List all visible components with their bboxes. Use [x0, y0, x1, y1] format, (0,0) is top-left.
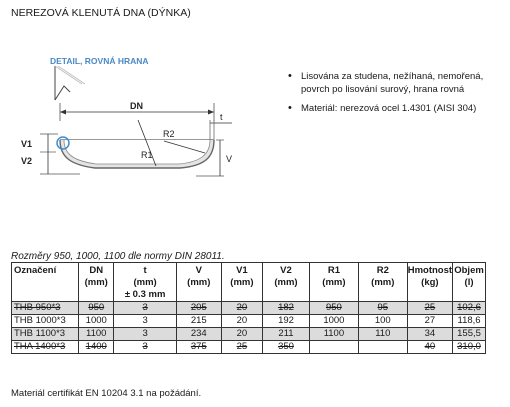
detail-label: DETAIL, ROVNÁ HRANA [50, 56, 149, 66]
table-row [12, 315, 486, 328]
table-cell: 192 [263, 315, 310, 328]
feature-list [286, 70, 501, 121]
spec-table [11, 262, 486, 354]
table-cell: 211 [263, 328, 310, 341]
table-cell: 27 [407, 315, 452, 328]
feature-text: Materiál: nerezová ocel 1.4301 (AISI 304) [301, 103, 477, 114]
table-row [12, 328, 486, 341]
table-cell: 118,6 [453, 315, 486, 328]
table-cell: 1100 [79, 328, 114, 341]
table-cell: 950 [79, 302, 114, 315]
table-cell: 182 [263, 302, 310, 315]
table-cell: 25 [407, 302, 452, 315]
table-cell: 1000 [79, 315, 114, 328]
table-cell: 40 [407, 341, 452, 354]
detail-inset [55, 66, 85, 100]
table-cell: 20 [221, 315, 262, 328]
col-header-oznaceni: Označení [12, 263, 79, 302]
certificate-note: Materiál certifikát EN 10204 3.1 na požádání. [11, 388, 202, 399]
table-cell: 20 [221, 302, 262, 315]
table-cell: 95 [358, 302, 407, 315]
col-header-r1: R1 (mm) [309, 263, 358, 302]
table-cell: 110 [358, 328, 407, 341]
feature-text: Lisována za studena, nežíhaná, nemořená, povrch po lisování surový, hrana rovná [301, 71, 484, 95]
table-cell: 20 [221, 328, 262, 341]
table-header-row [12, 263, 486, 302]
table-cell: 310,0 [453, 341, 486, 354]
table-cell: 234 [176, 328, 221, 341]
table-cell: 1400 [79, 341, 114, 354]
table-cell: 100 [358, 315, 407, 328]
bullet-icon: • [288, 70, 292, 82]
table-cell: 1000 [309, 315, 358, 328]
v1-label: V1 [21, 139, 33, 149]
table-cell: 3 [114, 302, 176, 315]
col-header-v1: V1 (mm) [221, 263, 262, 302]
table-cell: THB 1000*3 [12, 315, 79, 328]
r1-label: R1 [141, 150, 153, 160]
table-cell: 205 [176, 302, 221, 315]
table-row [12, 341, 486, 354]
table-cell: 25 [221, 341, 262, 354]
col-header-v: V (mm) [176, 263, 221, 302]
v2-label: V2 [21, 156, 33, 166]
table-cell: 3 [114, 328, 176, 341]
norm-note: Rozměry 950, 1000, 1100 dle normy DIN 28011. [11, 251, 225, 262]
spec-table-body [12, 302, 486, 354]
table-cell: THB 1100*3 [12, 328, 79, 341]
col-header-v2: V2 (mm) [263, 263, 310, 302]
feature-item [286, 102, 501, 115]
table-cell: 3 [114, 341, 176, 354]
table-cell: 34 [407, 328, 452, 341]
table-cell: THA 1400*3 [12, 341, 79, 354]
table-cell: 375 [176, 341, 221, 354]
v-label: V [226, 154, 233, 164]
table-cell [309, 341, 358, 354]
table-row [12, 302, 486, 315]
table-cell: 950 [309, 302, 358, 315]
table-cell: 3 [114, 315, 176, 328]
col-header-r2: R2 (mm) [358, 263, 407, 302]
col-header-objem: Objem (l) [453, 263, 486, 302]
page-title: NEREZOVÁ KLENUTÁ DNA (DÝNKA) [11, 7, 191, 19]
t-label: t [220, 112, 223, 122]
r2-label: R2 [163, 129, 175, 139]
table-cell: 350 [263, 341, 310, 354]
table-cell [358, 341, 407, 354]
col-header-dn: DN (mm) [79, 263, 114, 302]
bullet-icon: • [288, 102, 292, 114]
table-cell: 102,6 [453, 302, 486, 315]
table-cell: 215 [176, 315, 221, 328]
feature-item [286, 70, 501, 96]
dished-head-drawing [0, 0, 280, 245]
col-header-t: t (mm) ± 0.3 mm [114, 263, 176, 302]
dn-label: DN [130, 101, 143, 111]
table-cell: 1100 [309, 328, 358, 341]
table-cell: THB 950*3 [12, 302, 79, 315]
table-cell: 155,5 [453, 328, 486, 341]
col-header-hmotnost: Hmotnost (kg) [407, 263, 452, 302]
